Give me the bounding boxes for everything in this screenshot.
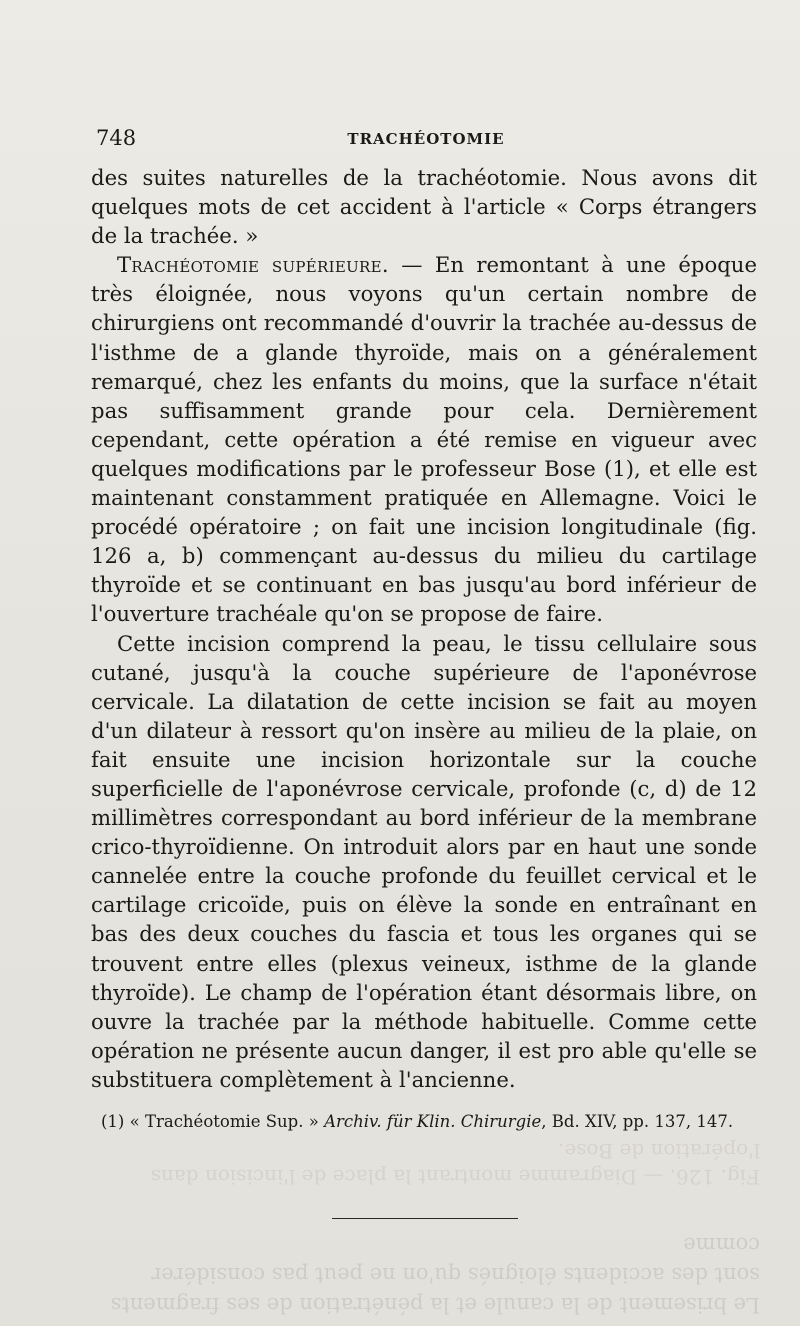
bleed-through-text: Le brisement de la canule et la pénétration de ses fragments sont des accidents éloignés qu'on ne peut pas considérer comme [110, 1233, 760, 1317]
paragraph-3: Cette incision comprend la peau, le tissu cellulaire sous cutané, jusqu'à la couche supérieure de l'aponévrose cervicale. La dilatation de cette incision se fait au moyen d'un dilateur à ressort qu'on insère au milieu de la plaie, on fait ensuite une incision horizontale sur la couche superficielle de l'aponévrose cervicale, profonde (c, d) de 12 millimètres correspondant au bord inférieur de la membrane crico-thyroïdienne. On introduit alors par en haut une sonde cannelée entre la couche profonde du feuillet cervical et le cartilage cricoïde, puis on élève la sonde en entraînant en bas des deux couches du fascia et tous les organes qui se trouvent entre elles (plexus veineux, isthme de la glande thyroïde). Le champ de l'opération étant désormais libre, on ouvre la trachée par la méthode habituelle. Comme cette opération ne présente aucun danger, il est pro able qu'elle se substituera complètement à l'ancienne. [91, 630, 757, 1092]
footnote-text-after: , Bd. XIV, pp. 137, 147. [541, 1112, 734, 1131]
page-header [96, 126, 756, 156]
section-heading: Trachéotomie supérieure. [117, 252, 389, 278]
bleed-through-caption: Fig. 126. — Diagramme montrant la place de l'incision dans l'opération de Bose. [150, 1139, 760, 1189]
paragraph-2-text: — En remontant à une époque très éloignée, nous voyons qu'un certain nombre de chirurgiens ont recommandé d'ouvrir la trachée au-dessus de l'isthme de a glande thyroïde, mais on a généralement remarqué, chez les enfants du moins, que la surface n'était pas suffisamment grande pour cela. Dernièrement cependant, cette opération a été remise en vigueur avec quelques modifications par le professeur Bose (1), et elle est maintenant constamment pratiquée en Allemagne. Voici le procédé opératoire ; on fait une incision longitudinale (fig. 126 a, b) commençant au-dessus du milieu du cartilage thyroïde et se continuant en bas jusqu'au bord inférieur de l'ouverture trachéale qu'on se propose de faire. [91, 252, 757, 627]
footnote-journal: Archiv. für Klin. Chirurgie [324, 1112, 542, 1131]
footnote-text-before: « Trachéotomie Sup. » [124, 1112, 325, 1131]
running-title: TRACHÉOTOMIE [347, 130, 505, 148]
body-text [91, 163, 757, 1094]
page-number: 748 [96, 126, 137, 150]
paragraph-1: des suites naturelles de la trachéotomie. Nous avons dit quelques mots de cet accident à l'article « Corps étrangers de la trachée. » [91, 165, 757, 249]
bottom-rule [332, 1218, 518, 1219]
footnote-marker: (1) [101, 1112, 125, 1131]
footnote [101, 1110, 751, 1134]
paragraph-2 [91, 250, 757, 628]
